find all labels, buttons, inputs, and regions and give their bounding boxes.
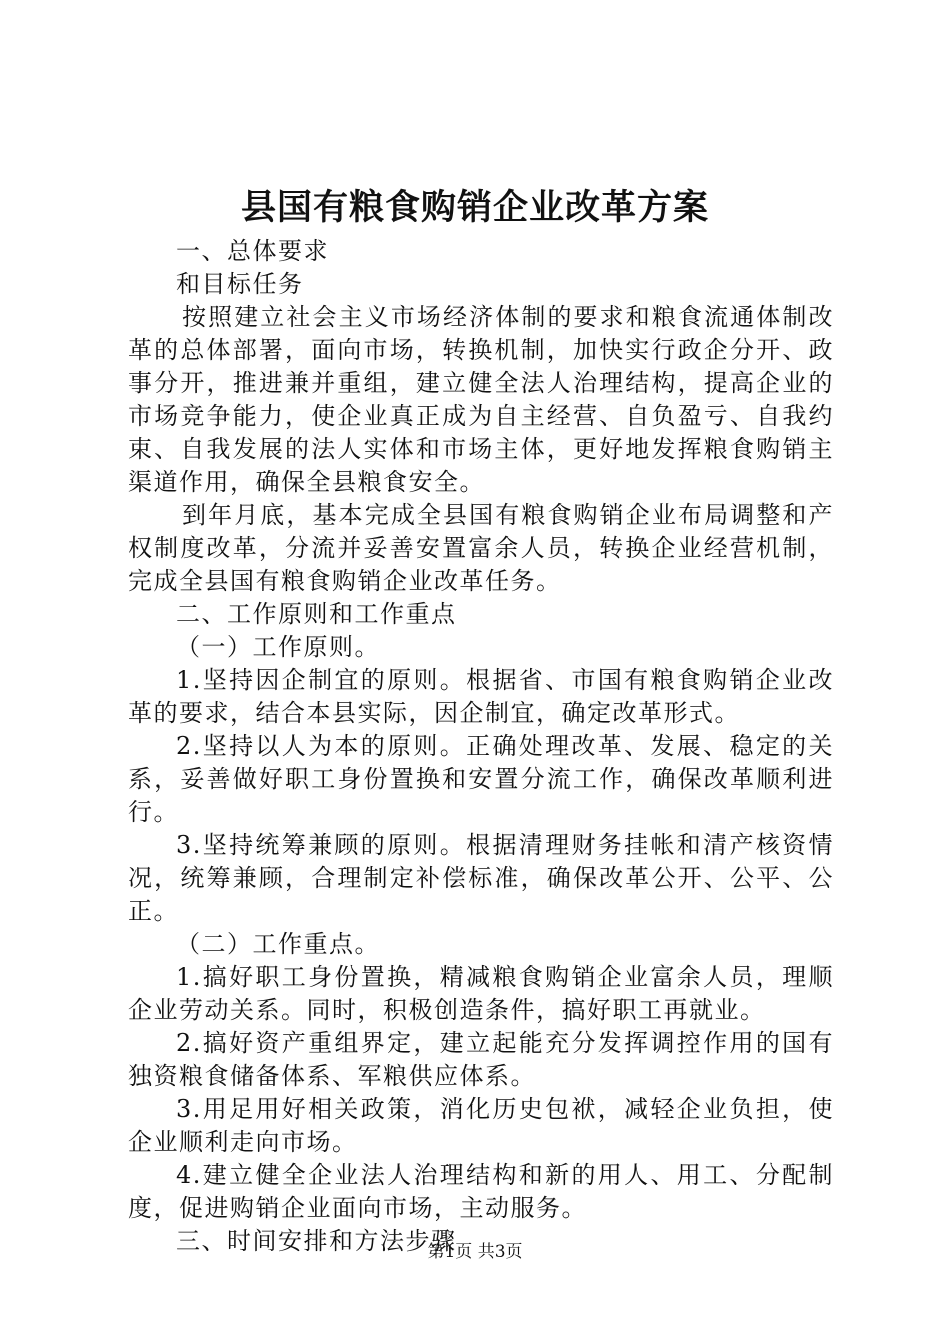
list-item: 3.用足用好相关政策，消化历史包袱，减轻企业负担，使企业顺利走向市场。 — [128, 1095, 834, 1156]
section-heading: 一、总体要求 — [176, 237, 329, 265]
list-item: 1.坚持因企制宜的原则。根据省、市国有粮食购销企业改革的要求，结合本县实际，因企制宜，确定改革形式。 — [128, 666, 834, 727]
section-heading: 三、时间安排和方法步骤 — [176, 1227, 457, 1255]
list-item: 4.建立健全企业法人治理结构和新的用人、用工、分配制度，促进购销企业面向市场，主动服务。 — [128, 1161, 834, 1222]
list-item: 2.坚持以人为本的原则。正确处理改革、发展、稳定的关系，妥善做好职工身份置换和安置分流工作，确保改革顺利进行。 — [128, 732, 834, 826]
subsection-heading: （二）工作重点。 — [176, 930, 380, 958]
paragraph: 按照建立社会主义市场经济体制的要求和粮食流通体制改革的总体部署，面向市场，转换机制，加快实行政企分开、政事分开，推进兼并重组，建立健全法人治理结构，提高企业的市场竞争能力，使企业真正成为自主经营、自负盈亏、自我约束、自我发展的法人实体和市场主体，更好地发挥粮食购销主渠道作用，确保全县粮食安全。 — [128, 303, 834, 496]
section-heading-continued: 和目标任务 — [176, 270, 304, 298]
page-footer: 第1页 共3页 — [427, 1242, 523, 1262]
document-title: 县国有粮食购销企业改革方案 — [240, 187, 709, 228]
list-item: 3.坚持统筹兼顾的原则。根据清理财务挂帐和清产核资情况，统筹兼顾，合理制定补偿标准，确保改革公开、公平、公正。 — [128, 831, 834, 925]
list-item: 2.搞好资产重组界定，建立起能充分发挥调控作用的国有独资粮食储备体系、军粮供应体系。 — [128, 1029, 834, 1090]
subsection-heading: （一）工作原则。 — [176, 633, 380, 661]
paragraph: 到年月底，基本完成全县国有粮食购销企业布局调整和产权制度改革，分流并妥善安置富余人员，转换企业经营机制，完成全县国有粮食购销企业改革任务。 — [128, 501, 834, 595]
section-heading: 二、工作原则和工作重点 — [176, 600, 457, 628]
document-body — [128, 235, 834, 1258]
list-item: 1.搞好职工身份置换，精减粮食购销企业富余人员，理顺企业劳动关系。同时，积极创造条件，搞好职工再就业。 — [128, 963, 834, 1024]
